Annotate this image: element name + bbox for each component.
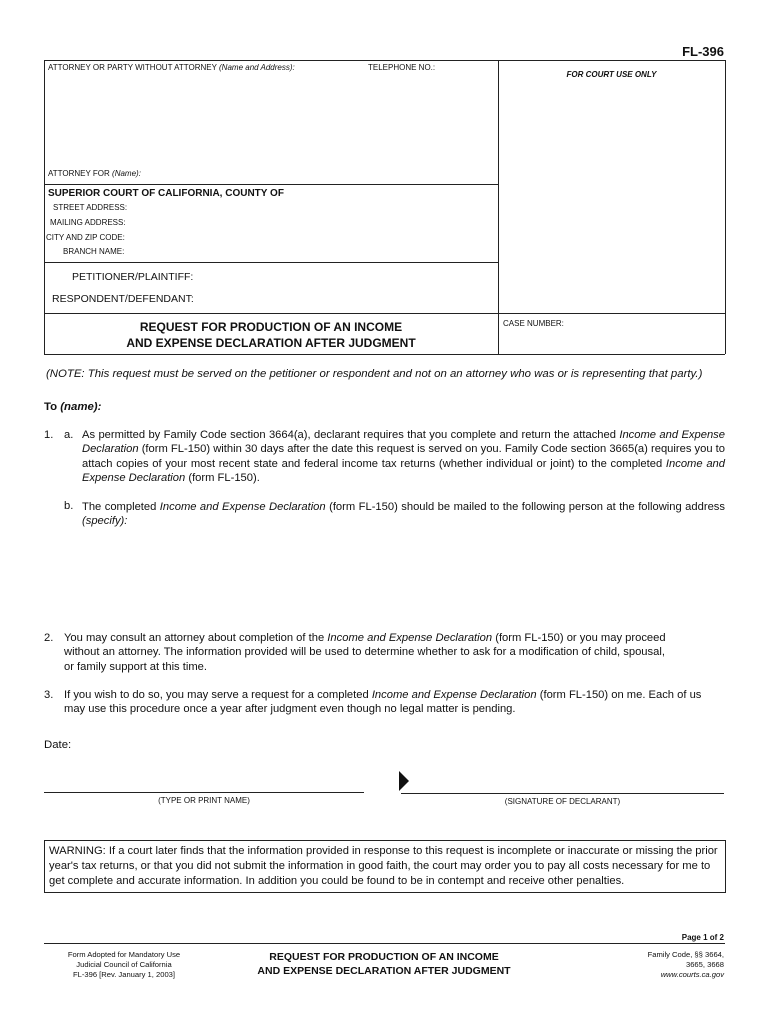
warning-box: [44, 840, 726, 893]
attorney-block-bottom: [44, 184, 498, 185]
court-block-bottom: [44, 262, 498, 263]
form-title: REQUEST FOR PRODUCTION OF AN INCOME AND EXPENSE DECLARATION AFTER JUDGMENT: [126, 320, 416, 350]
code-citation: Family Code, §§ 3664, 3665, 3668 www.courts.ca.gov: [647, 950, 724, 979]
street-address-label: STREET ADDRESS:: [53, 203, 128, 212]
caption-top-border: [44, 60, 725, 61]
city-zip-label: CITY AND ZIP CODE:: [46, 233, 125, 242]
signature-field[interactable]: [412, 770, 724, 790]
mailing-address-field[interactable]: [82, 532, 722, 622]
item-1b-text: The completed Income and Expense Declaration (form FL-150) should be mailed to the following person at the following address (specify):: [82, 501, 725, 528]
caption-left-border: [44, 60, 45, 354]
petitioner-label: PETITIONER/PLAINTIFF:: [72, 271, 194, 283]
court-use-label: FOR COURT USE ONLY: [566, 70, 657, 79]
branch-name-label: BRANCH NAME:: [63, 247, 125, 256]
warning-text: WARNING: If a court later finds that the information provided in response to this request is incomplete or inaccurate or missing the prior year's tax returns, or that you did not submit the information in good faith, the court may order you to pay all costs necessary for me to get complete and accurate information. In addition you could be found to be in contempt and receive other penalties.: [49, 845, 718, 887]
attorney-label: ATTORNEY OR PARTY WITHOUT ATTORNEY (Name and Address):: [48, 63, 295, 72]
parties-block-bottom: [44, 313, 725, 314]
signature-arrow-icon: [398, 770, 410, 792]
item-1a-label: a.: [64, 429, 74, 441]
footer-title: REQUEST FOR PRODUCTION OF AN INCOME AND EXPENSE DECLARATION AFTER JUDGMENT: [257, 951, 511, 977]
signature-line: [401, 793, 724, 794]
date-field[interactable]: [80, 736, 280, 754]
attorney-name-address-field[interactable]: [50, 76, 490, 166]
note: (NOTE: This request must be served on the petitioner or respondent and not on an attorney who was or is representing that party.): [46, 368, 703, 380]
item-1-number: 1.: [44, 429, 54, 441]
case-number-label: CASE NUMBER:: [503, 319, 564, 328]
signature-label: (SIGNATURE OF DECLARANT): [504, 797, 621, 806]
attorney-for-label: ATTORNEY FOR (Name):: [48, 169, 141, 178]
form-id: FL-396: [682, 44, 724, 59]
to-name-field[interactable]: [112, 398, 512, 416]
item-2-number: 2.: [44, 632, 54, 644]
print-name-line: [44, 792, 364, 793]
respondent-label: RESPONDENT/DEFENDANT:: [52, 293, 194, 305]
item-3-text: If you wish to do so, you may serve a request for a completed Income and Expense Declaration (form FL-150) on me. Each of us may use this procedure once a year after judgment even though no legal matter is pending.: [64, 689, 702, 716]
item-1b-label: b.: [64, 500, 74, 512]
print-name-field[interactable]: [44, 770, 364, 790]
mailing-address-label: MAILING ADDRESS:: [50, 218, 126, 227]
telephone-label: TELEPHONE NO.:: [368, 63, 436, 72]
type-name-label: (TYPE OR PRINT NAME): [158, 796, 250, 805]
court-use-divider: [498, 60, 499, 354]
caption-right-border: [725, 60, 726, 354]
case-number-field[interactable]: [503, 330, 718, 350]
footer-rule: [44, 943, 725, 944]
to-line: To (name):: [44, 401, 102, 413]
item-2-text: You may consult an attorney about completion of the Income and Expense Declaration (form FL-150) or you may proceed without an attorney. The information provided will be used to determine whether to ask for a modification of child, spousal, or family support at this time.: [64, 632, 666, 673]
court-title: SUPERIOR COURT OF CALIFORNIA, COUNTY OF: [48, 188, 284, 199]
date-label: Date:: [44, 739, 72, 751]
page-number: Page 1 of 2: [681, 933, 724, 942]
item-3-number: 3.: [44, 689, 54, 701]
website-link[interactable]: www.courts.ca.gov: [660, 970, 724, 979]
item-1a-text: As permitted by Family Code section 3664(a), declarant requires that you complete and return the attached Income and Expense Declaration (form FL-150) within 30 days after the date this request is served on you. Family Code section 3665(a) requires you to attach copies of your most recent state and federal income tax returns (whether individual or joint) to the completed Income and Expense Declaration (form FL-150).: [82, 429, 726, 485]
adoption-info: Form Adopted for Mandatory Use Judicial Council of California FL-396 [Rev. January 1, 2003]: [67, 950, 181, 979]
caption-bottom-border: [44, 354, 725, 355]
